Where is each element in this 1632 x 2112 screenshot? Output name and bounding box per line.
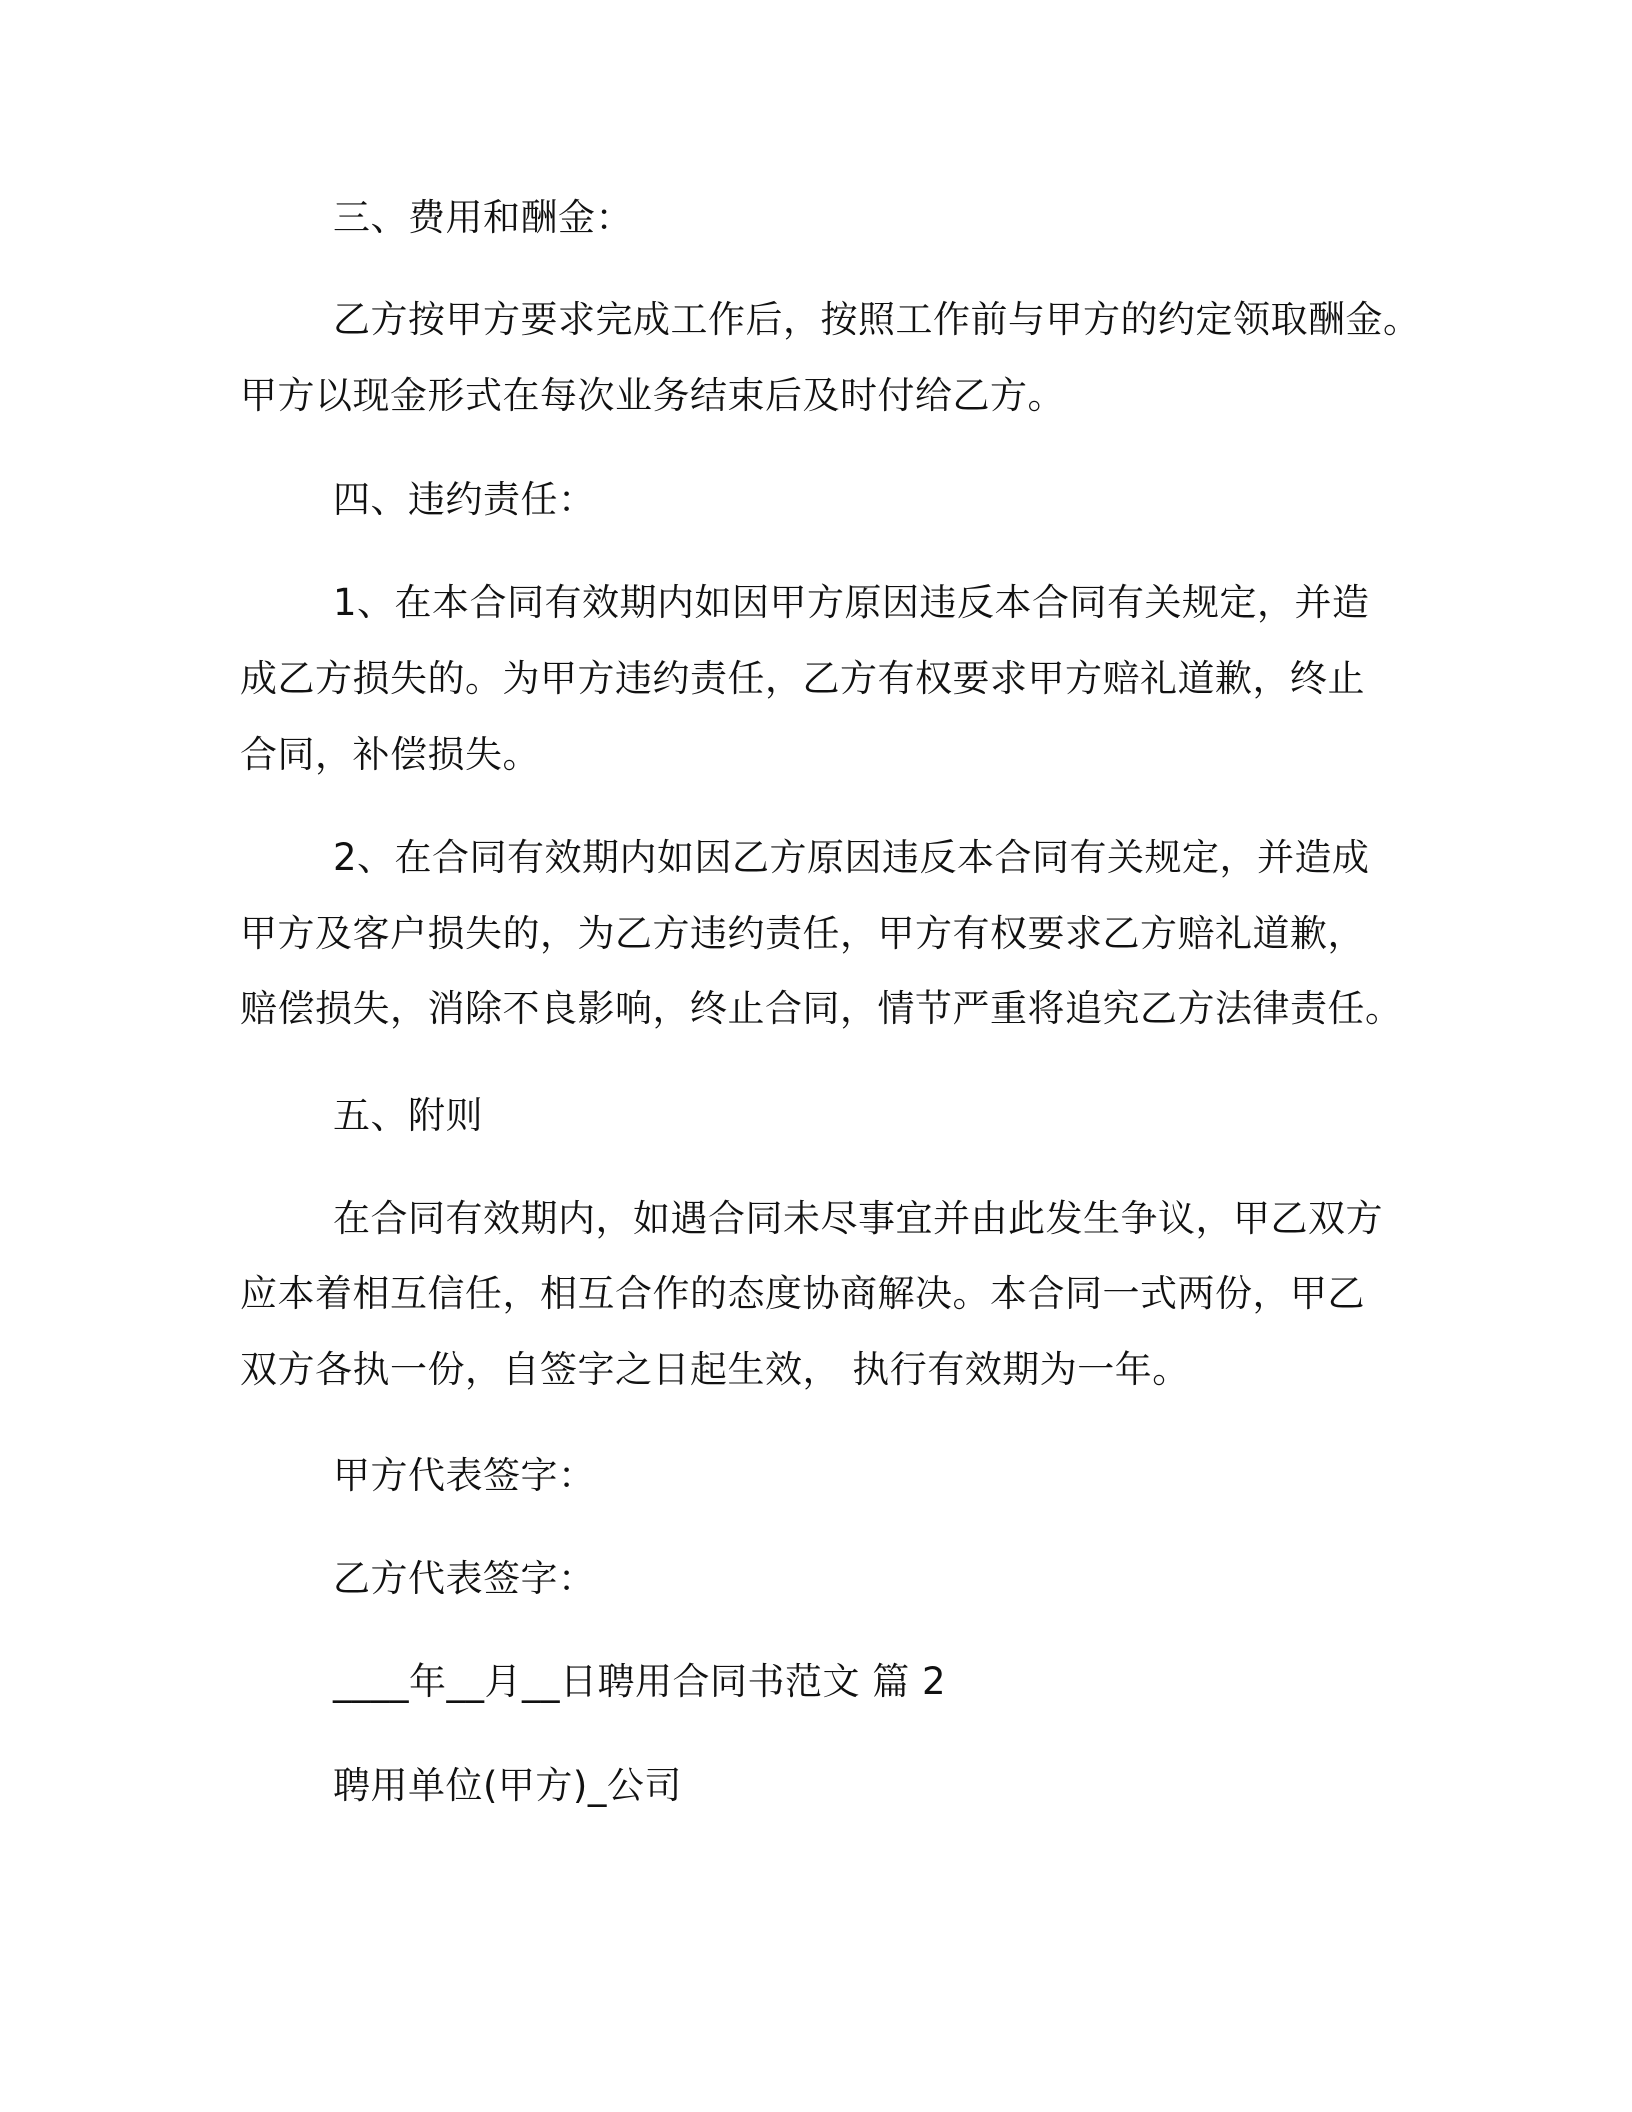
section5-heading: 五、附则 xyxy=(333,1094,483,1137)
party-a-signature-label: 甲方代表签字： xyxy=(333,1454,596,1497)
section5-paragraph-line1: 在合同有效期内，如遇合同未尽事宜并由此发生争议，甲乙双方 xyxy=(333,1197,1383,1240)
section3-paragraph-line2: 甲方以现金形式在每次业务结束后及时付给乙方。 xyxy=(240,374,1065,417)
section5-paragraph-line3: 双方各执一份，自签字之日起生效， 执行有效期为一年。 xyxy=(240,1348,1190,1391)
section3-heading: 三、费用和酬金： xyxy=(333,196,633,239)
section4-item1-line3: 合同，补偿损失。 xyxy=(240,733,540,776)
section5-paragraph-line2: 应本着相互信任，相互合作的态度协商解决。本合同一式两份，甲乙 xyxy=(240,1272,1365,1315)
section4-item1-line1: 1、在本合同有效期内如因甲方原因违反本合同有关规定，并造 xyxy=(333,581,1370,624)
section4-item2-line3: 赔偿损失，消除不良影响，终止合同，情节严重将追究乙方法律责任。 xyxy=(240,987,1403,1030)
party-b-signature-label: 乙方代表签字： xyxy=(333,1557,596,1600)
date-and-title-line: ____年__月__日聘用合同书范文 篇 2 xyxy=(333,1660,947,1703)
section3-paragraph-line1: 乙方按甲方要求完成工作后，按照工作前与甲方的约定领取酬金。 xyxy=(333,298,1421,341)
section4-heading: 四、违约责任： xyxy=(333,478,596,521)
section4-item2-line1: 2、在合同有效期内如因乙方原因违反本合同有关规定，并造成 xyxy=(333,836,1370,879)
section4-item2-line2: 甲方及客户损失的，为乙方违约责任，甲方有权要求乙方赔礼道歉， xyxy=(240,912,1365,955)
section4-item1-line2: 成乙方损失的。为甲方违约责任，乙方有权要求甲方赔礼道歉，终止 xyxy=(240,657,1365,700)
employer-line: 聘用单位(甲方)_公司 xyxy=(333,1764,682,1807)
